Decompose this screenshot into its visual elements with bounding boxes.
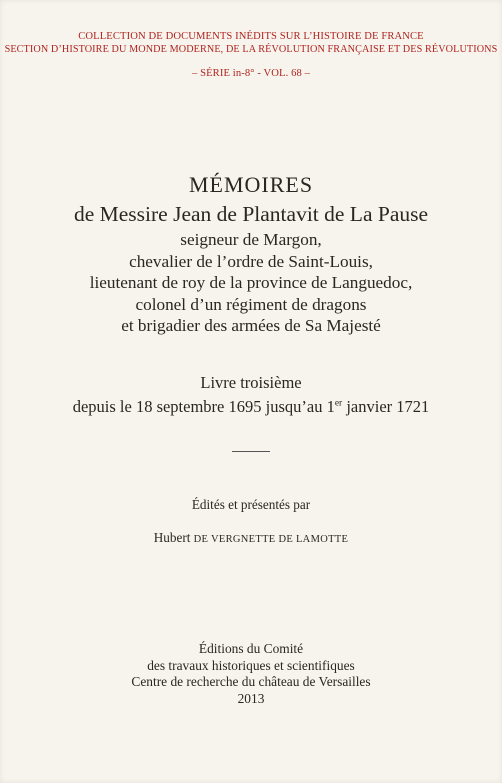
publisher-line: Éditions du Comité <box>198 641 304 656</box>
ordinal-suffix: er <box>334 398 343 409</box>
series-volume: – SÉRIE in-8° - VOL. 68 – <box>191 68 311 79</box>
subtitle-line: lieutenant de roy de la province de Languedoc, <box>89 273 413 292</box>
section-title: SECTION D’HISTOIRE DU MONDE MODERNE, DE LA RÉVOLUTION FRANÇAISE ET DES RÉVOLUTIONS <box>4 44 498 55</box>
publication-year: 2013 <box>237 690 265 706</box>
edited-by-label: Édités et présentés par <box>191 497 311 512</box>
publisher-line: des travaux historiques et scientifiques <box>147 657 355 673</box>
date-range-start: depuis le 18 septembre 1695 jusqu’au 1 <box>72 397 335 416</box>
author-title: de Messire Jean de Plantavit de La Pause <box>73 202 429 226</box>
publisher-line: Centre de recherche du château de Versailles <box>131 674 371 689</box>
subtitle-line: colonel d’un régiment de dragons <box>135 294 367 314</box>
date-range-end: janvier 1721 <box>342 397 430 416</box>
subtitle-line: chevalier de l’ordre de Saint-Louis, <box>129 251 373 271</box>
main-title: MÉMOIRES <box>188 172 314 197</box>
editor-surname: DE VERGNETTE DE LAMOTTE <box>193 534 349 545</box>
collection-title: COLLECTION DE DOCUMENTS INÉDITS SUR L’HISTOIRE DE FRANCE <box>78 31 424 42</box>
subtitle-line: et brigadier des armées de Sa Majesté <box>121 316 381 335</box>
subtitle-line: seigneur de Margon, <box>180 230 322 249</box>
editor-first-name: Hubert <box>153 530 194 545</box>
book-number: Livre troisième <box>200 373 302 392</box>
